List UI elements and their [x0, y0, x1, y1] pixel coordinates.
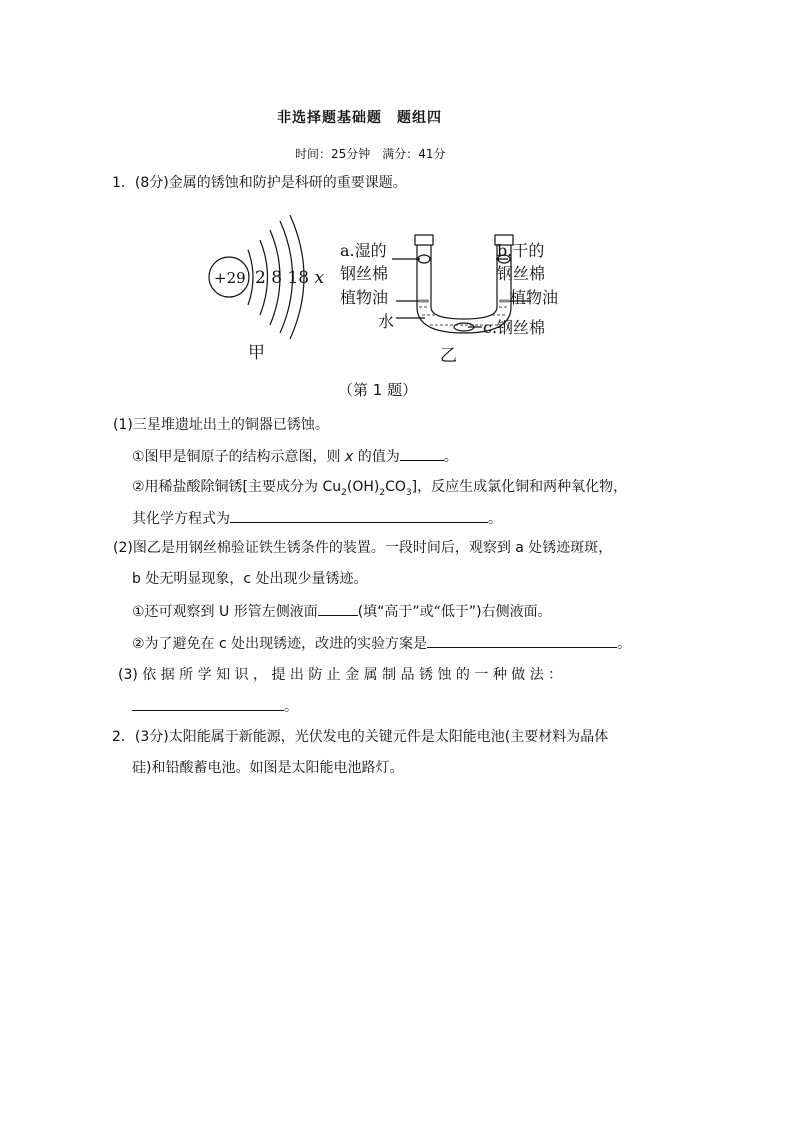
nucleus-charge: +29	[214, 269, 246, 287]
electron-config	[255, 268, 324, 288]
text: 。	[284, 699, 298, 715]
text: (OH)	[346, 479, 380, 495]
label-jia: 甲	[248, 343, 265, 363]
q1-part3-cont	[132, 696, 298, 717]
q2-line2: 硅)和铅酸蓄电池。如图是太阳能电池路灯。	[132, 760, 404, 776]
text: ②为了避免在 c 处出现锈迹，改进的实验方案是	[132, 636, 428, 652]
text: ①图甲是铜原子的结构示意图，则	[132, 449, 346, 465]
subscript: 2	[379, 487, 386, 498]
q1-figure	[200, 215, 570, 370]
q1-part2-1	[132, 601, 552, 622]
text: (填“高于”或“低于”)右侧液面。	[357, 604, 552, 620]
answer-blank[interactable]	[318, 601, 358, 616]
text: 。	[488, 511, 502, 527]
answer-blank[interactable]	[427, 633, 617, 648]
answer-blank[interactable]	[400, 446, 444, 461]
label-oil-right: 植物油	[510, 288, 559, 307]
label-c: c.钢丝棉	[483, 318, 546, 337]
text: 。	[443, 449, 458, 465]
unknown-x: x	[314, 268, 325, 288]
page-subtitle: 时间：25分钟 满分：41分	[295, 147, 446, 161]
var-x: x	[345, 449, 354, 465]
label-yi: 乙	[440, 346, 457, 366]
text: ②用稀盐酸除铜锈[主要成分为 Cu	[132, 479, 342, 495]
q1-part1-2	[132, 477, 627, 503]
text: 的值为	[353, 449, 400, 465]
text: 其化学方程式为	[132, 511, 230, 527]
q2-line1: 2．(3分)太阳能属于新能源，光伏发电的关键元件是太阳能电池(主要材料为晶体	[112, 729, 609, 745]
q1-part1-1	[132, 446, 458, 467]
label-a1: a.湿的	[340, 241, 387, 260]
q1-part1: (1)三星堆遗址出土的铜器已锈蚀。	[113, 417, 329, 433]
label-b1: b.干的	[497, 241, 545, 260]
q1-part2: (2)图乙是用钢丝棉验证铁生锈条件的装置。一段时间后，观察到 a 处锈迹斑斑，	[113, 540, 613, 556]
q1-stem: 1．(8分)金属的锈蚀和防护是科研的重要课题。	[112, 175, 407, 191]
label-oil-left: 植物油	[340, 288, 389, 307]
q1-part2-2	[132, 633, 631, 654]
text: ①还可观察到 U 形管左侧液面	[132, 604, 318, 620]
q1-part1-3	[132, 508, 502, 529]
text: CO	[385, 479, 406, 495]
subscript: 2	[341, 487, 347, 498]
label-a2: 钢丝棉	[340, 264, 389, 283]
figure-caption: （第 1 题）	[338, 381, 418, 399]
text: 。	[617, 636, 632, 652]
answer-blank[interactable]	[132, 696, 284, 711]
subscript: 3	[405, 487, 412, 498]
page-title: 非选择题基础题 题组四	[277, 110, 442, 126]
label-b2: 钢丝棉	[497, 264, 546, 283]
q1-part3: (3) 依 据 所 学 知 识 ， 提 出 防 止 金 属 制 品 锈 蚀 的 一 种 做 法 ：	[118, 667, 563, 683]
label-water: 水	[378, 312, 395, 331]
answer-blank[interactable]	[230, 508, 488, 523]
text: ]，反应生成氯化铜和两种氧化物，	[411, 479, 628, 495]
q1-part2-cont: b 处无明显现象，c 处出现少量锈迹。	[132, 571, 368, 587]
electron-shells: 2 8 18	[255, 268, 315, 288]
